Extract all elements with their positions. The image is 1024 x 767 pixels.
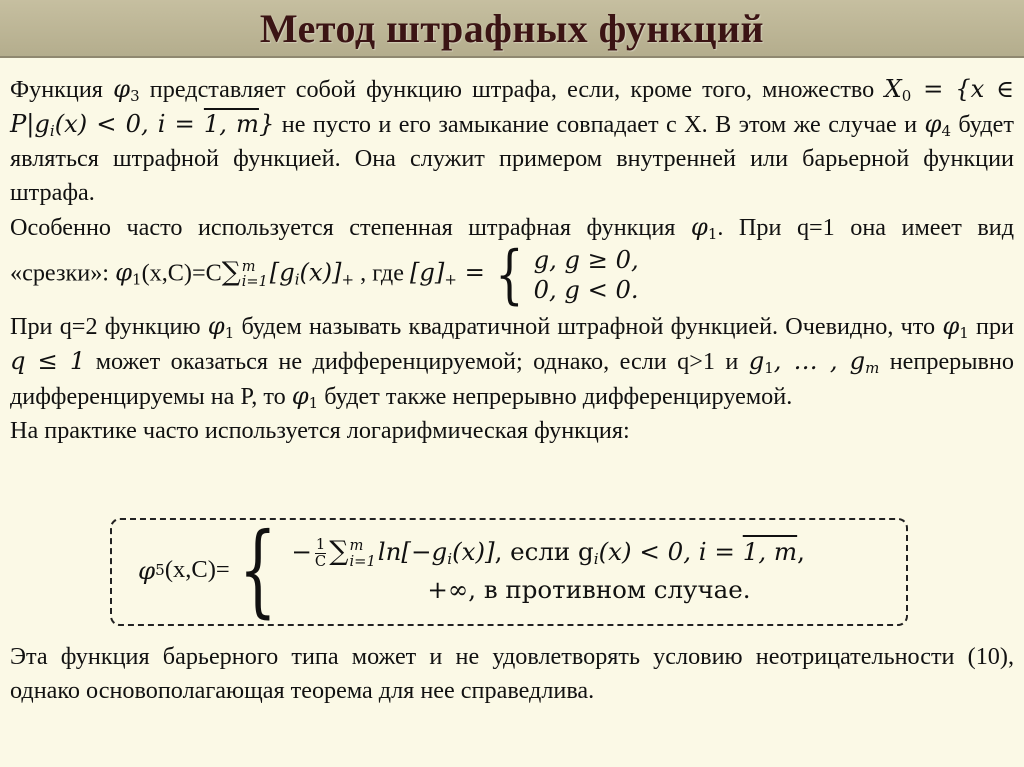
slide-footer-text bbox=[10, 640, 1014, 708]
slide-title: Метод штрафных функций bbox=[259, 5, 765, 51]
paragraph-barrier-note: Эта функция барьерного типа может и не удовлетворять условию неотрицательности (10), однако основополагающая теорема для нее справедлива. bbox=[10, 643, 1014, 704]
log-barrier-formula: φ 5 (x,C)= { − $\frac{1}{C}$ ∑ m i=1 $\ln[-g_i(x)]$, если $g_i(x) < 0$, i = 1, m, +∞, в противном случае. bbox=[138, 511, 805, 628]
slide-header bbox=[0, 0, 1024, 58]
paragraph-quadratic: При q=2 функцию $\varphi_1$ будем называть квадратичной штрафной функцией. Очевидно, что $\varphi_1$ при q ≤ 1 может оказаться не дифференцируемой; однако, если q>1 и $g_1$, … , $g_m$ непрерывно дифференцируемы на P, то $\varphi_1$ будет также непрерывно дифференцируемой. bbox=[10, 312, 1014, 412]
paragraph-log-intro: На практике часто используется логарифмическая функция: bbox=[10, 417, 630, 444]
cutoff-cases: { g, g ≥ 0, 0, g < 0. bbox=[495, 238, 639, 312]
paragraph-power-penalty: Особенно часто используется степенная штрафная функция $\varphi_1$. При q=1 она имеет вид «срезки»: $\varphi_1(x,C)=C\sum$ m i=1 $[g_i(x)]_+$ , где $[g]_+$ = { g, g ≥ 0, 0, g < 0. bbox=[10, 213, 1015, 312]
paragraph-phi3: Функция $\varphi_3$ представляет собой функцию штрафа, если, кроме того, множество $X_0 = \{x$ ∈ $P|g_i(x) < 0$, i = 1, m} не пусто и его замыкание совпадает с X. В этом же случае и $\varphi_4$ будет являться штрафной функцией. Она служит примером внутренней или барьерной функции штрафа. bbox=[10, 75, 1014, 206]
slide-body bbox=[10, 72, 1014, 448]
